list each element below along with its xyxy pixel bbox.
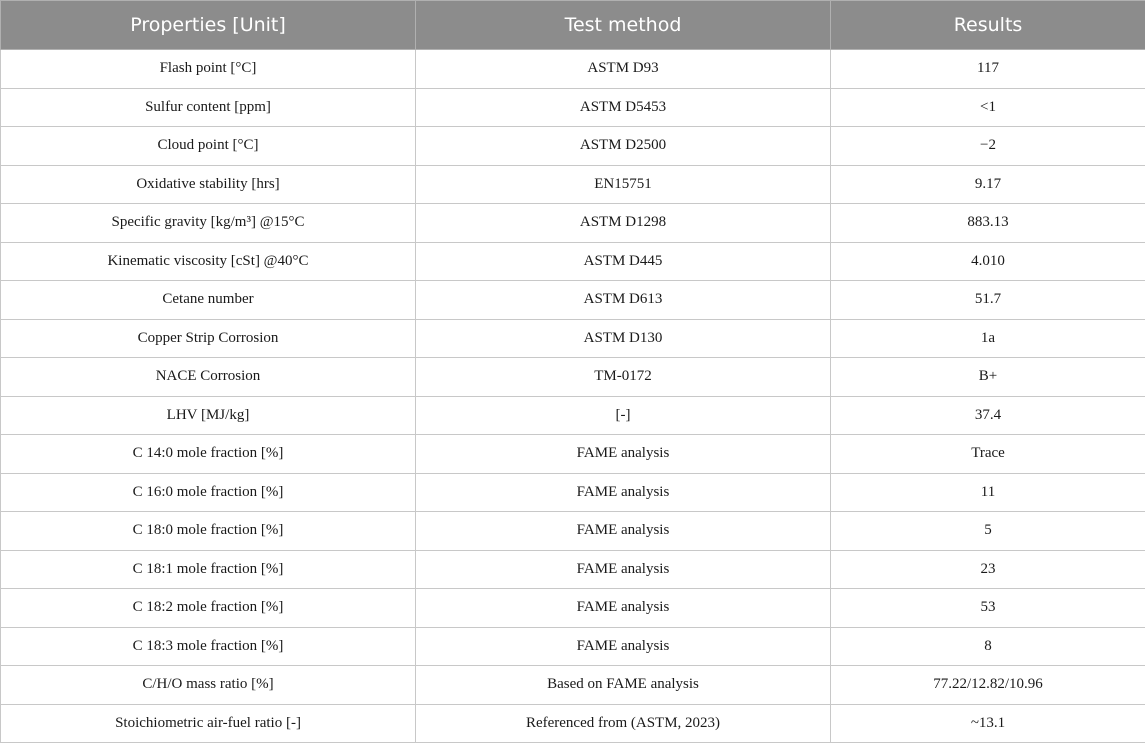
- cell-property: NACE Corrosion: [1, 358, 416, 397]
- cell-test-method: FAME analysis: [416, 435, 831, 474]
- cell-property: Specific gravity [kg/m³] @15°C: [1, 204, 416, 243]
- header-properties: Properties [Unit]: [1, 1, 416, 50]
- cell-property: LHV [MJ/kg]: [1, 396, 416, 435]
- table-row: [1, 165, 1145, 204]
- table-row: [1, 666, 1145, 705]
- cell-result: 77.22/12.82/10.96: [831, 666, 1145, 705]
- cell-result: B+: [831, 358, 1145, 397]
- cell-property: Sulfur content [ppm]: [1, 88, 416, 127]
- cell-property: Copper Strip Corrosion: [1, 319, 416, 358]
- table-row: [1, 281, 1145, 320]
- table-row: [1, 88, 1145, 127]
- cell-test-method: ASTM D93: [416, 50, 831, 89]
- cell-property: C 18:3 mole fraction [%]: [1, 627, 416, 666]
- table-row: [1, 396, 1145, 435]
- header-results: Results: [831, 1, 1145, 50]
- cell-result: 9.17: [831, 165, 1145, 204]
- cell-property: C 18:2 mole fraction [%]: [1, 589, 416, 628]
- cell-test-method: ASTM D2500: [416, 127, 831, 166]
- cell-result: 5: [831, 512, 1145, 551]
- table-row: [1, 319, 1145, 358]
- cell-test-method: Based on FAME analysis: [416, 666, 831, 705]
- cell-test-method: EN15751: [416, 165, 831, 204]
- cell-property: Oxidative stability [hrs]: [1, 165, 416, 204]
- cell-result: 8: [831, 627, 1145, 666]
- cell-result: 1a: [831, 319, 1145, 358]
- cell-property: C 18:1 mole fraction [%]: [1, 550, 416, 589]
- cell-result: 53: [831, 589, 1145, 628]
- cell-property: Flash point [°C]: [1, 50, 416, 89]
- header-row: [1, 1, 1145, 50]
- table-row: [1, 512, 1145, 551]
- cell-result: 883.13: [831, 204, 1145, 243]
- cell-property: Kinematic viscosity [cSt] @40°C: [1, 242, 416, 281]
- table-row: [1, 358, 1145, 397]
- table-row: [1, 704, 1145, 743]
- table-row: [1, 473, 1145, 512]
- table-row: [1, 627, 1145, 666]
- table-row: [1, 204, 1145, 243]
- cell-property: C 14:0 mole fraction [%]: [1, 435, 416, 474]
- table-row: [1, 127, 1145, 166]
- cell-result: <1: [831, 88, 1145, 127]
- table-row: [1, 50, 1145, 89]
- cell-property: C 18:0 mole fraction [%]: [1, 512, 416, 551]
- cell-test-method: FAME analysis: [416, 473, 831, 512]
- cell-result: ~13.1: [831, 704, 1145, 743]
- cell-result: Trace: [831, 435, 1145, 474]
- cell-property: Cloud point [°C]: [1, 127, 416, 166]
- cell-test-method: ASTM D5453: [416, 88, 831, 127]
- cell-property: C 16:0 mole fraction [%]: [1, 473, 416, 512]
- header-test-method: Test method: [416, 1, 831, 50]
- cell-test-method: FAME analysis: [416, 550, 831, 589]
- cell-property: C/H/O mass ratio [%]: [1, 666, 416, 705]
- cell-result: 23: [831, 550, 1145, 589]
- cell-test-method: ASTM D1298: [416, 204, 831, 243]
- cell-result: 51.7: [831, 281, 1145, 320]
- table-row: [1, 242, 1145, 281]
- cell-test-method: ASTM D613: [416, 281, 831, 320]
- cell-result: 4.010: [831, 242, 1145, 281]
- table-row: [1, 589, 1145, 628]
- cell-test-method: Referenced from (ASTM, 2023): [416, 704, 831, 743]
- cell-result: 11: [831, 473, 1145, 512]
- cell-test-method: FAME analysis: [416, 512, 831, 551]
- cell-property: Cetane number: [1, 281, 416, 320]
- cell-result: −2: [831, 127, 1145, 166]
- cell-result: 117: [831, 50, 1145, 89]
- cell-test-method: ASTM D445: [416, 242, 831, 281]
- cell-test-method: FAME analysis: [416, 627, 831, 666]
- cell-property: Stoichiometric air-fuel ratio [-]: [1, 704, 416, 743]
- cell-test-method: FAME analysis: [416, 589, 831, 628]
- table-row: [1, 435, 1145, 474]
- cell-test-method: ASTM D130: [416, 319, 831, 358]
- table-body: [1, 50, 1145, 743]
- table-header: [1, 1, 1145, 50]
- cell-test-method: [-]: [416, 396, 831, 435]
- cell-test-method: TM-0172: [416, 358, 831, 397]
- cell-result: 37.4: [831, 396, 1145, 435]
- table-row: [1, 550, 1145, 589]
